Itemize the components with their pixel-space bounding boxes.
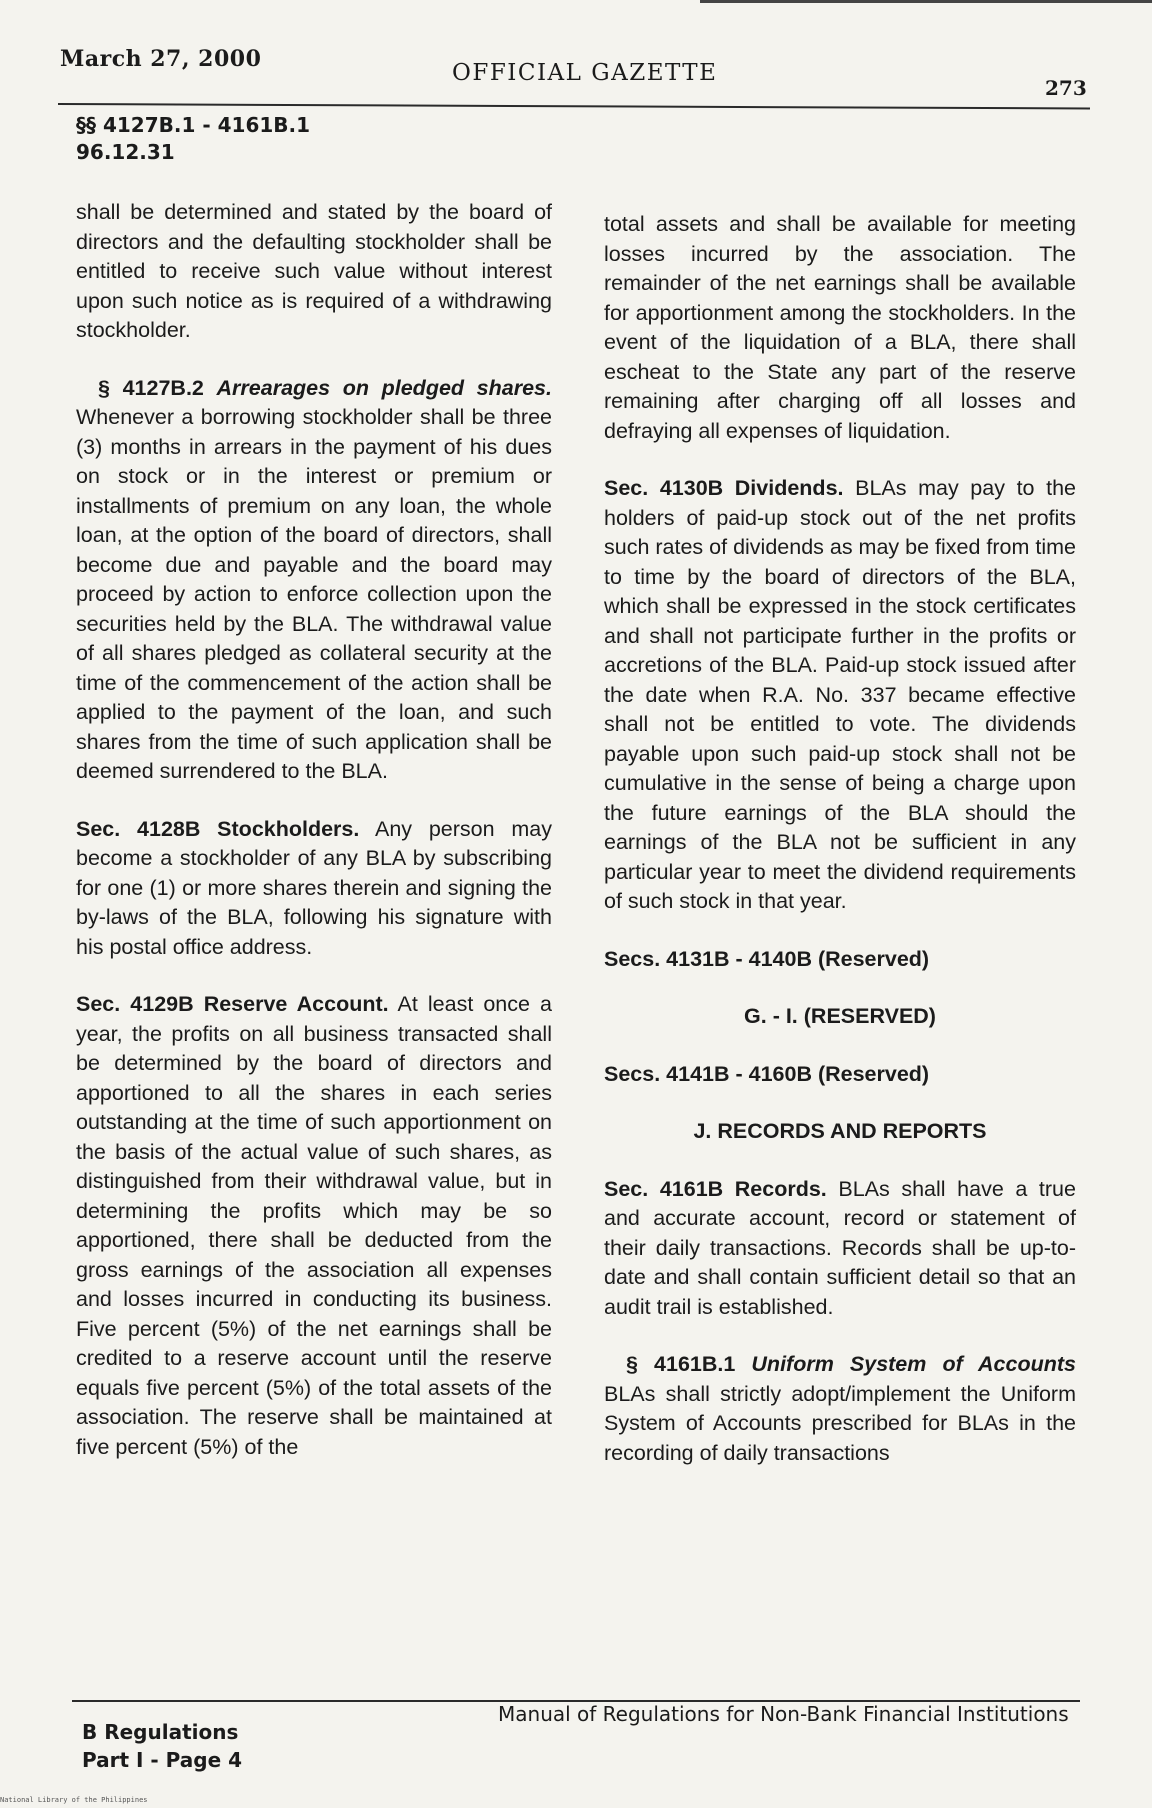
section-4161b1 bbox=[604, 1350, 1076, 1468]
footer-regulations: B Regulations bbox=[82, 1720, 239, 1744]
section-range: §§ 4127B.1 - 4161B.1 bbox=[76, 113, 311, 137]
section-title: Uniform System of Accounts bbox=[751, 1352, 1076, 1376]
header-rule bbox=[58, 103, 1090, 110]
continuation-paragraph: total assets and shall be available for meeting losses incurred by the association. The remainder of the net earnings shall be available for apportionment among the stockholders. In the event of the liquidation of a BLA, there shall escheat to the State any part of the reserve remaining after charging off all losses and defraying all expenses of liquidation. bbox=[604, 212, 1076, 443]
page-number: 273 bbox=[1045, 76, 1087, 100]
section-number: § 4161B.1 bbox=[626, 1352, 736, 1376]
section-code: 96.12.31 bbox=[76, 140, 175, 164]
reserved-sections-1: Secs. 4131B - 4140B (Reserved) bbox=[604, 946, 930, 971]
section-heading: Sec. 4130B Dividends. bbox=[604, 476, 844, 500]
section-body: Whenever a borrowing stockholder shall be three (3) months in arrears in the payment of his dues on stock or in the interest or premium or installments of premium on any loan, the whole loan, at the option of the board of directors, shall become due and payable and the board may proceed by action to enforce collection upon the securities held by the BLA. The withdrawal value of all shares pledged as collateral security at the time of the commencement of the action shall be applied to the payment of the loan, and such shares from the time of such application shall be deemed surrendered to the BLA. bbox=[76, 405, 552, 783]
header-title: OFFICIAL GAZETTE bbox=[452, 60, 718, 86]
header-date: March 27, 2000 bbox=[60, 46, 262, 72]
footer-left bbox=[82, 1718, 242, 1774]
footer-manual-title: Manual of Regulations for Non-Bank Financial Institutions bbox=[498, 1702, 1069, 1726]
section-heading: Sec. 4128B Stockholders. bbox=[76, 816, 360, 841]
continuation-paragraph: shall be determined and stated by the board of directors and the defaulting stockholder shall be entitled to receive such value without interest upon such notice as is required of a withdrawing stockholder. bbox=[76, 200, 552, 342]
section-heading: Sec. 4161B Records. bbox=[604, 1176, 827, 1201]
footer-part-page: Part I - Page 4 bbox=[82, 1748, 243, 1772]
part-j-heading: J. RECORDS AND REPORTS bbox=[693, 1119, 987, 1143]
scan-source-tag: National Library of the Philippines bbox=[0, 1796, 148, 1804]
section-4129b bbox=[76, 990, 552, 1462]
section-4128b bbox=[76, 815, 552, 963]
section-title: Arrearages on pledged shares. bbox=[216, 375, 552, 400]
section-4161b bbox=[604, 1175, 1076, 1323]
section-body: At least once a year, the profits on all business transacted shall be determined by the board of directors and apportioned to all the shares in each series outstanding at the time of such apportionment on the basis of the actual value of such shares, as distinguished from their withdrawal value, but in determining the profits which may be so apportioned, there shall be deducted from the gross earnings of the association all expenses and losses incurred in conducting its business. Five percent (5%) of the net earnings shall be credited to a reserve account until the reserve equals five percent (5%) of the total assets of the association. The reserve shall be maintained at five percent (5%) of the bbox=[76, 992, 552, 1459]
section-number: § 4127B.2 bbox=[98, 375, 204, 400]
reserved-sections-2: Secs. 4141B - 4160B (Reserved) bbox=[604, 1061, 930, 1086]
section-4127b2 bbox=[76, 374, 552, 787]
section-heading: Sec. 4129B Reserve Account. bbox=[76, 992, 389, 1016]
section-range-block bbox=[76, 112, 310, 166]
right-column bbox=[604, 210, 1076, 1496]
section-body: BLAs may pay to the holders of paid-up stock out of the net profits such rates of dividends as may be fixed from time to time by the board of directors of the BLA, which shall be expressed in the stock certificates and shall not participate further in the profits or accretions of the BLA. Paid-up stock issued after the date when R.A. No. 337 became effective shall not be entitled to vote. The dividends payable upon such paid-up stock shall not be cumulative in the sense of being a charge upon the future earnings of the BLA should the earnings of the BLA not be sufficient in any particular year to meet the dividend requirements of such stock in that year. bbox=[604, 476, 1077, 913]
reserved-parts-g-i: G. - I. (RESERVED) bbox=[744, 1004, 936, 1028]
section-body: Any person may become a stockholder of any BLA by subscribing for one (1) or more shares therein and signing the by-laws of the BLA, following his signature with his postal office address. bbox=[76, 816, 552, 959]
scan-edge-line bbox=[700, 0, 1152, 3]
section-4130b bbox=[604, 474, 1076, 917]
section-body: BLAs shall have a true and accurate account, record or statement of their daily transactions. Records shall be up-to-date and shall contain sufficient detail so that an audit trail is established. bbox=[604, 1176, 1076, 1319]
section-body: BLAs shall strictly adopt/implement the Uniform System of Accounts prescribed for BLAs in the recording of daily transactions bbox=[604, 1381, 1076, 1465]
left-column bbox=[76, 198, 552, 1490]
